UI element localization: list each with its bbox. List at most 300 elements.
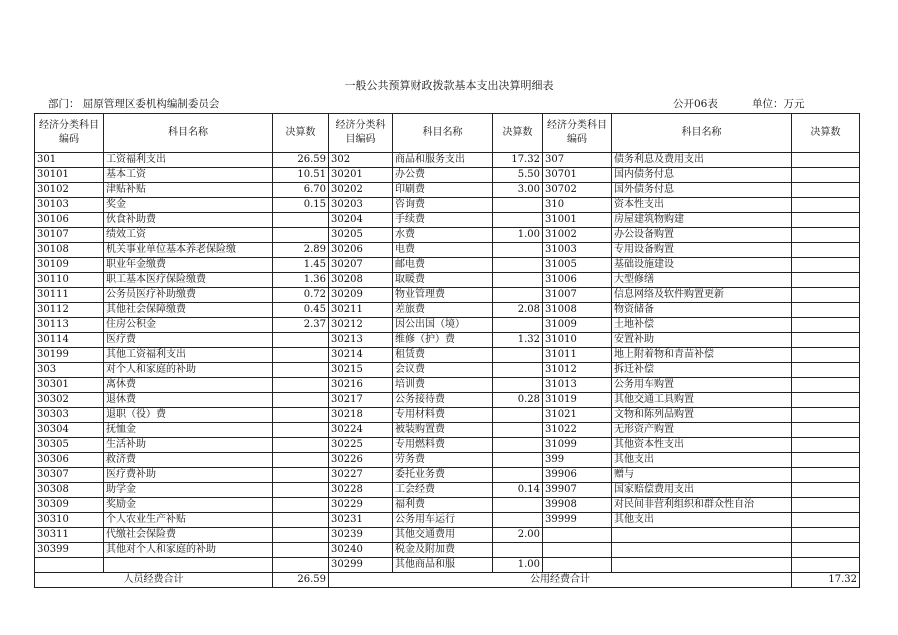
amount-cell bbox=[792, 363, 860, 378]
code-cell: 30103 bbox=[35, 198, 104, 213]
header-amount: 决算数 bbox=[273, 114, 329, 153]
amount-cell bbox=[493, 288, 543, 303]
table-row bbox=[35, 363, 860, 378]
table-row bbox=[35, 393, 860, 408]
item-name-cell: 办公费 bbox=[393, 168, 493, 183]
code-cell: 30299 bbox=[329, 558, 393, 573]
item-name-cell: 取暖费 bbox=[393, 273, 493, 288]
code-cell: 30108 bbox=[35, 243, 104, 258]
item-name-cell: 公务用车运行 bbox=[393, 513, 493, 528]
table-row bbox=[35, 408, 860, 423]
code-cell: 30303 bbox=[35, 408, 104, 423]
amount-cell bbox=[273, 468, 329, 483]
code-cell: 30214 bbox=[329, 348, 393, 363]
table-row bbox=[35, 258, 860, 273]
amount-cell bbox=[493, 273, 543, 288]
item-name-cell: 医疗费 bbox=[104, 333, 273, 348]
item-name-cell: 助学金 bbox=[104, 483, 273, 498]
header-code: 经济分类科目编码 bbox=[543, 114, 612, 153]
table-row bbox=[35, 543, 860, 558]
table-row bbox=[35, 423, 860, 438]
code-cell: 30203 bbox=[329, 198, 393, 213]
code-cell: 303 bbox=[35, 363, 104, 378]
code-cell: 399 bbox=[543, 453, 612, 468]
amount-cell bbox=[493, 198, 543, 213]
amount-cell: 1.45 bbox=[273, 258, 329, 273]
code-cell: 31008 bbox=[543, 303, 612, 318]
code-cell: 39907 bbox=[543, 483, 612, 498]
item-name-cell: 物资储备 bbox=[612, 303, 792, 318]
code-cell: 30110 bbox=[35, 273, 104, 288]
page-title: 一般公共预算财政拨款基本支出决算明细表 bbox=[344, 79, 554, 92]
item-name-cell: 退职（役）费 bbox=[104, 408, 273, 423]
code-cell: 30202 bbox=[329, 183, 393, 198]
code-cell: 30218 bbox=[329, 408, 393, 423]
code-cell: 30306 bbox=[35, 453, 104, 468]
table-row bbox=[35, 348, 860, 363]
table-row bbox=[35, 333, 860, 348]
code-cell: 39999 bbox=[543, 513, 612, 528]
item-name-cell: 生活补助 bbox=[104, 438, 273, 453]
amount-cell bbox=[493, 453, 543, 468]
header-name: 科目名称 bbox=[612, 114, 792, 153]
item-name-cell: 公务用车购置 bbox=[612, 378, 792, 393]
item-name-cell: 专用设备购置 bbox=[612, 243, 792, 258]
item-name-cell: 伙食补助费 bbox=[104, 213, 273, 228]
code-cell: 31007 bbox=[543, 288, 612, 303]
item-name-cell: 其他工资福利支出 bbox=[104, 348, 273, 363]
table-row bbox=[35, 483, 860, 498]
item-name-cell: 会议费 bbox=[393, 363, 493, 378]
amount-cell bbox=[792, 303, 860, 318]
amount-cell bbox=[792, 168, 860, 183]
table-row bbox=[35, 213, 860, 228]
item-name-cell: 绩效工资 bbox=[104, 228, 273, 243]
code-cell: 30308 bbox=[35, 483, 104, 498]
code-cell: 31009 bbox=[543, 318, 612, 333]
public-total-label: 公用经费合计 bbox=[329, 573, 792, 588]
code-cell bbox=[543, 543, 612, 558]
code-cell: 31011 bbox=[543, 348, 612, 363]
amount-cell bbox=[792, 228, 860, 243]
item-name-cell: 公务接待费 bbox=[393, 393, 493, 408]
item-name-cell: 其他对个人和家庭的补助 bbox=[104, 543, 273, 558]
item-name-cell: 差旅费 bbox=[393, 303, 493, 318]
header-amount: 决算数 bbox=[792, 114, 860, 153]
amount-cell bbox=[273, 528, 329, 543]
table-row bbox=[35, 273, 860, 288]
table-row bbox=[35, 183, 860, 198]
amount-cell: 10.51 bbox=[273, 168, 329, 183]
code-cell: 30101 bbox=[35, 168, 104, 183]
code-cell: 30399 bbox=[35, 543, 104, 558]
code-cell: 30240 bbox=[329, 543, 393, 558]
header-name: 科目名称 bbox=[393, 114, 493, 153]
code-cell: 31021 bbox=[543, 408, 612, 423]
table-row bbox=[35, 228, 860, 243]
item-name-cell: 房屋建筑物购建 bbox=[612, 213, 792, 228]
code-cell: 30111 bbox=[35, 288, 104, 303]
code-cell: 30212 bbox=[329, 318, 393, 333]
code-cell: 31019 bbox=[543, 393, 612, 408]
amount-cell bbox=[273, 393, 329, 408]
code-cell: 31013 bbox=[543, 378, 612, 393]
amount-cell bbox=[273, 378, 329, 393]
amount-cell bbox=[493, 243, 543, 258]
amount-cell: 0.45 bbox=[273, 303, 329, 318]
table-row bbox=[35, 288, 860, 303]
totals-row bbox=[35, 573, 860, 588]
amount-cell bbox=[792, 393, 860, 408]
header-code: 经济分类科目编码 bbox=[329, 114, 393, 153]
code-cell: 31001 bbox=[543, 213, 612, 228]
item-name-cell: 奖金 bbox=[104, 198, 273, 213]
amount-cell bbox=[792, 198, 860, 213]
amount-cell bbox=[273, 498, 329, 513]
table-row bbox=[35, 438, 860, 453]
code-cell: 39906 bbox=[543, 468, 612, 483]
personnel-total-value: 26.59 bbox=[273, 573, 329, 588]
amount-cell bbox=[493, 408, 543, 423]
item-name-cell: 委托业务费 bbox=[393, 468, 493, 483]
item-name-cell: 其他交通工具购置 bbox=[612, 393, 792, 408]
code-cell bbox=[543, 558, 612, 573]
code-cell: 30102 bbox=[35, 183, 104, 198]
item-name-cell: 救济费 bbox=[104, 453, 273, 468]
header-code: 经济分类科目编码 bbox=[35, 114, 104, 153]
item-name-cell: 资本性支出 bbox=[612, 198, 792, 213]
item-name-cell: 机关事业单位基本养老保险缴 bbox=[104, 243, 273, 258]
code-cell: 30305 bbox=[35, 438, 104, 453]
code-cell bbox=[35, 558, 104, 573]
code-cell: 31010 bbox=[543, 333, 612, 348]
amount-cell bbox=[792, 558, 860, 573]
code-cell: 30702 bbox=[543, 183, 612, 198]
item-name-cell: 被装购置费 bbox=[393, 423, 493, 438]
item-name-cell: 信息网络及软件购置更新 bbox=[612, 288, 792, 303]
amount-cell bbox=[273, 213, 329, 228]
code-cell: 310 bbox=[543, 198, 612, 213]
item-name-cell: 代缴社会保险费 bbox=[104, 528, 273, 543]
item-name-cell: 商品和服务支出 bbox=[393, 153, 493, 168]
item-name-cell: 手续费 bbox=[393, 213, 493, 228]
header-amount: 决算数 bbox=[493, 114, 543, 153]
amount-cell bbox=[273, 348, 329, 363]
amount-cell bbox=[273, 453, 329, 468]
amount-cell: 6.70 bbox=[273, 183, 329, 198]
amount-cell bbox=[273, 408, 329, 423]
amount-cell bbox=[792, 513, 860, 528]
table-row bbox=[35, 558, 860, 573]
amount-cell bbox=[792, 153, 860, 168]
item-name-cell: 印刷费 bbox=[393, 183, 493, 198]
amount-cell: 1.00 bbox=[493, 558, 543, 573]
item-name-cell: 其他交通费用 bbox=[393, 528, 493, 543]
code-cell: 30701 bbox=[543, 168, 612, 183]
item-name-cell: 福利费 bbox=[393, 498, 493, 513]
table-row bbox=[35, 153, 860, 168]
item-name-cell: 无形资产购置 bbox=[612, 423, 792, 438]
code-cell: 30310 bbox=[35, 513, 104, 528]
code-cell: 307 bbox=[543, 153, 612, 168]
item-name-cell: 地上附着物和青苗补偿 bbox=[612, 348, 792, 363]
code-cell: 39908 bbox=[543, 498, 612, 513]
code-cell: 31022 bbox=[543, 423, 612, 438]
amount-cell bbox=[792, 273, 860, 288]
item-name-cell: 培训费 bbox=[393, 378, 493, 393]
amount-cell: 5.50 bbox=[493, 168, 543, 183]
amount-cell: 2.37 bbox=[273, 318, 329, 333]
amount-cell bbox=[493, 423, 543, 438]
code-cell: 30204 bbox=[329, 213, 393, 228]
department-label: 部门： 屈原管理区委机构编制委员会 bbox=[48, 98, 220, 110]
item-name-cell: 其他资本性支出 bbox=[612, 438, 792, 453]
table-row bbox=[35, 468, 860, 483]
code-cell: 31005 bbox=[543, 258, 612, 273]
code-cell: 30216 bbox=[329, 378, 393, 393]
amount-cell bbox=[493, 513, 543, 528]
amount-cell: 2.00 bbox=[493, 528, 543, 543]
amount-cell bbox=[493, 498, 543, 513]
amount-cell bbox=[792, 333, 860, 348]
amount-cell: 0.14 bbox=[493, 483, 543, 498]
item-name-cell: 大型修缮 bbox=[612, 273, 792, 288]
item-name-cell: 抚恤金 bbox=[104, 423, 273, 438]
code-cell: 30224 bbox=[329, 423, 393, 438]
amount-cell bbox=[273, 558, 329, 573]
amount-cell bbox=[792, 258, 860, 273]
unit-label: 单位：万元 bbox=[752, 98, 805, 110]
code-cell: 30109 bbox=[35, 258, 104, 273]
item-name-cell: 安置补助 bbox=[612, 333, 792, 348]
item-name-cell: 维修（护）费 bbox=[393, 333, 493, 348]
amount-cell bbox=[792, 183, 860, 198]
code-cell: 301 bbox=[35, 153, 104, 168]
amount-cell bbox=[792, 468, 860, 483]
item-name-cell: 国家赔偿费用支出 bbox=[612, 483, 792, 498]
table-row bbox=[35, 513, 860, 528]
code-cell: 30226 bbox=[329, 453, 393, 468]
item-name-cell bbox=[612, 543, 792, 558]
code-cell: 30301 bbox=[35, 378, 104, 393]
amount-cell bbox=[792, 288, 860, 303]
code-cell: 30231 bbox=[329, 513, 393, 528]
item-name-cell bbox=[612, 528, 792, 543]
code-cell: 30201 bbox=[329, 168, 393, 183]
amount-cell bbox=[792, 423, 860, 438]
item-name-cell: 医疗费补助 bbox=[104, 468, 273, 483]
item-name-cell: 国外债务付息 bbox=[612, 183, 792, 198]
amount-cell bbox=[273, 513, 329, 528]
amount-cell bbox=[273, 483, 329, 498]
code-cell: 302 bbox=[329, 153, 393, 168]
code-cell: 30208 bbox=[329, 273, 393, 288]
code-cell: 31006 bbox=[543, 273, 612, 288]
item-name-cell: 税金及附加费 bbox=[393, 543, 493, 558]
item-name-cell: 其他社会保障缴费 bbox=[104, 303, 273, 318]
amount-cell: 1.00 bbox=[493, 228, 543, 243]
form-number: 公开06表 bbox=[673, 98, 718, 110]
code-cell: 30311 bbox=[35, 528, 104, 543]
item-name-cell: 离休费 bbox=[104, 378, 273, 393]
code-cell: 30215 bbox=[329, 363, 393, 378]
table-row bbox=[35, 498, 860, 513]
item-name-cell: 债务利息及费用支出 bbox=[612, 153, 792, 168]
code-cell: 31002 bbox=[543, 228, 612, 243]
code-cell: 30207 bbox=[329, 258, 393, 273]
amount-cell: 0.15 bbox=[273, 198, 329, 213]
code-cell: 30309 bbox=[35, 498, 104, 513]
item-name-cell: 对民间非营利组织和群众性自治 bbox=[612, 498, 792, 513]
code-cell: 30225 bbox=[329, 438, 393, 453]
public-total-value: 17.32 bbox=[792, 573, 860, 588]
amount-cell bbox=[792, 213, 860, 228]
code-cell: 30199 bbox=[35, 348, 104, 363]
item-name-cell: 邮电费 bbox=[393, 258, 493, 273]
amount-cell bbox=[493, 258, 543, 273]
code-cell: 30239 bbox=[329, 528, 393, 543]
table-row bbox=[35, 243, 860, 258]
item-name-cell: 文物和陈列品购置 bbox=[612, 408, 792, 423]
item-name-cell bbox=[104, 558, 273, 573]
item-name-cell: 办公设备购置 bbox=[612, 228, 792, 243]
code-cell bbox=[543, 528, 612, 543]
amount-cell bbox=[792, 243, 860, 258]
item-name-cell: 基本工资 bbox=[104, 168, 273, 183]
header-name: 科目名称 bbox=[104, 114, 273, 153]
item-name-cell: 专用燃料费 bbox=[393, 438, 493, 453]
amount-cell bbox=[493, 438, 543, 453]
code-cell: 30211 bbox=[329, 303, 393, 318]
table-header-row bbox=[35, 114, 860, 153]
item-name-cell: 因公出国（境） bbox=[393, 318, 493, 333]
item-name-cell: 其他商品和服 bbox=[393, 558, 493, 573]
item-name-cell: 土地补偿 bbox=[612, 318, 792, 333]
amount-cell bbox=[792, 483, 860, 498]
item-name-cell: 国内债务付息 bbox=[612, 168, 792, 183]
amount-cell: 2.89 bbox=[273, 243, 329, 258]
table-row bbox=[35, 198, 860, 213]
item-name-cell: 个人农业生产补贴 bbox=[104, 513, 273, 528]
amount-cell: 1.32 bbox=[493, 333, 543, 348]
amount-cell bbox=[792, 543, 860, 558]
code-cell: 31099 bbox=[543, 438, 612, 453]
item-name-cell: 拆迁补偿 bbox=[612, 363, 792, 378]
expenditure-table bbox=[34, 113, 860, 588]
table-row bbox=[35, 528, 860, 543]
item-name-cell: 奖励金 bbox=[104, 498, 273, 513]
table-row bbox=[35, 378, 860, 393]
amount-cell: 0.72 bbox=[273, 288, 329, 303]
item-name-cell: 物业管理费 bbox=[393, 288, 493, 303]
amount-cell bbox=[273, 333, 329, 348]
amount-cell bbox=[792, 318, 860, 333]
item-name-cell: 专用材料费 bbox=[393, 408, 493, 423]
item-name-cell: 咨询费 bbox=[393, 198, 493, 213]
code-cell: 31012 bbox=[543, 363, 612, 378]
amount-cell: 0.28 bbox=[493, 393, 543, 408]
amount-cell bbox=[493, 468, 543, 483]
code-cell: 30227 bbox=[329, 468, 393, 483]
item-name-cell: 其他支出 bbox=[612, 513, 792, 528]
code-cell: 30206 bbox=[329, 243, 393, 258]
amount-cell bbox=[792, 408, 860, 423]
item-name-cell: 水费 bbox=[393, 228, 493, 243]
code-cell: 30213 bbox=[329, 333, 393, 348]
item-name-cell: 电费 bbox=[393, 243, 493, 258]
amount-cell bbox=[792, 453, 860, 468]
amount-cell bbox=[792, 528, 860, 543]
item-name-cell: 职业年金缴费 bbox=[104, 258, 273, 273]
item-name-cell: 对个人和家庭的补助 bbox=[104, 363, 273, 378]
item-name-cell bbox=[612, 558, 792, 573]
amount-cell bbox=[493, 213, 543, 228]
code-cell: 30229 bbox=[329, 498, 393, 513]
amount-cell bbox=[792, 378, 860, 393]
table-row bbox=[35, 453, 860, 468]
amount-cell bbox=[273, 423, 329, 438]
code-cell: 30302 bbox=[35, 393, 104, 408]
amount-cell bbox=[493, 378, 543, 393]
item-name-cell: 退休费 bbox=[104, 393, 273, 408]
amount-cell bbox=[493, 543, 543, 558]
code-cell: 30209 bbox=[329, 288, 393, 303]
item-name-cell: 基础设施建设 bbox=[612, 258, 792, 273]
code-cell: 30217 bbox=[329, 393, 393, 408]
amount-cell bbox=[273, 228, 329, 243]
amount-cell bbox=[493, 363, 543, 378]
amount-cell bbox=[792, 348, 860, 363]
item-name-cell: 职工基本医疗保险缴费 bbox=[104, 273, 273, 288]
code-cell: 30304 bbox=[35, 423, 104, 438]
code-cell: 31003 bbox=[543, 243, 612, 258]
code-cell: 30307 bbox=[35, 468, 104, 483]
table-row bbox=[35, 303, 860, 318]
amount-cell: 3.00 bbox=[493, 183, 543, 198]
amount-cell bbox=[792, 498, 860, 513]
code-cell: 30114 bbox=[35, 333, 104, 348]
item-name-cell: 津贴补贴 bbox=[104, 183, 273, 198]
amount-cell: 26.59 bbox=[273, 153, 329, 168]
code-cell: 30113 bbox=[35, 318, 104, 333]
item-name-cell: 劳务费 bbox=[393, 453, 493, 468]
table-row bbox=[35, 318, 860, 333]
code-cell: 30205 bbox=[329, 228, 393, 243]
amount-cell bbox=[273, 543, 329, 558]
item-name-cell: 工资福利支出 bbox=[104, 153, 273, 168]
item-name-cell: 住房公积金 bbox=[104, 318, 273, 333]
code-cell: 30112 bbox=[35, 303, 104, 318]
item-name-cell: 租赁费 bbox=[393, 348, 493, 363]
amount-cell: 17.32 bbox=[493, 153, 543, 168]
amount-cell: 2.08 bbox=[493, 303, 543, 318]
personnel-total-label: 人员经费合计 bbox=[35, 573, 273, 588]
amount-cell bbox=[493, 318, 543, 333]
amount-cell bbox=[792, 438, 860, 453]
item-name-cell: 其他支出 bbox=[612, 453, 792, 468]
code-cell: 30228 bbox=[329, 483, 393, 498]
item-name-cell: 工会经费 bbox=[393, 483, 493, 498]
amount-cell: 1.36 bbox=[273, 273, 329, 288]
code-cell: 30107 bbox=[35, 228, 104, 243]
amount-cell bbox=[493, 348, 543, 363]
item-name-cell: 赠与 bbox=[612, 468, 792, 483]
amount-cell bbox=[273, 438, 329, 453]
table-row bbox=[35, 168, 860, 183]
item-name-cell: 公务员医疗补助缴费 bbox=[104, 288, 273, 303]
code-cell: 30106 bbox=[35, 213, 104, 228]
amount-cell bbox=[273, 363, 329, 378]
